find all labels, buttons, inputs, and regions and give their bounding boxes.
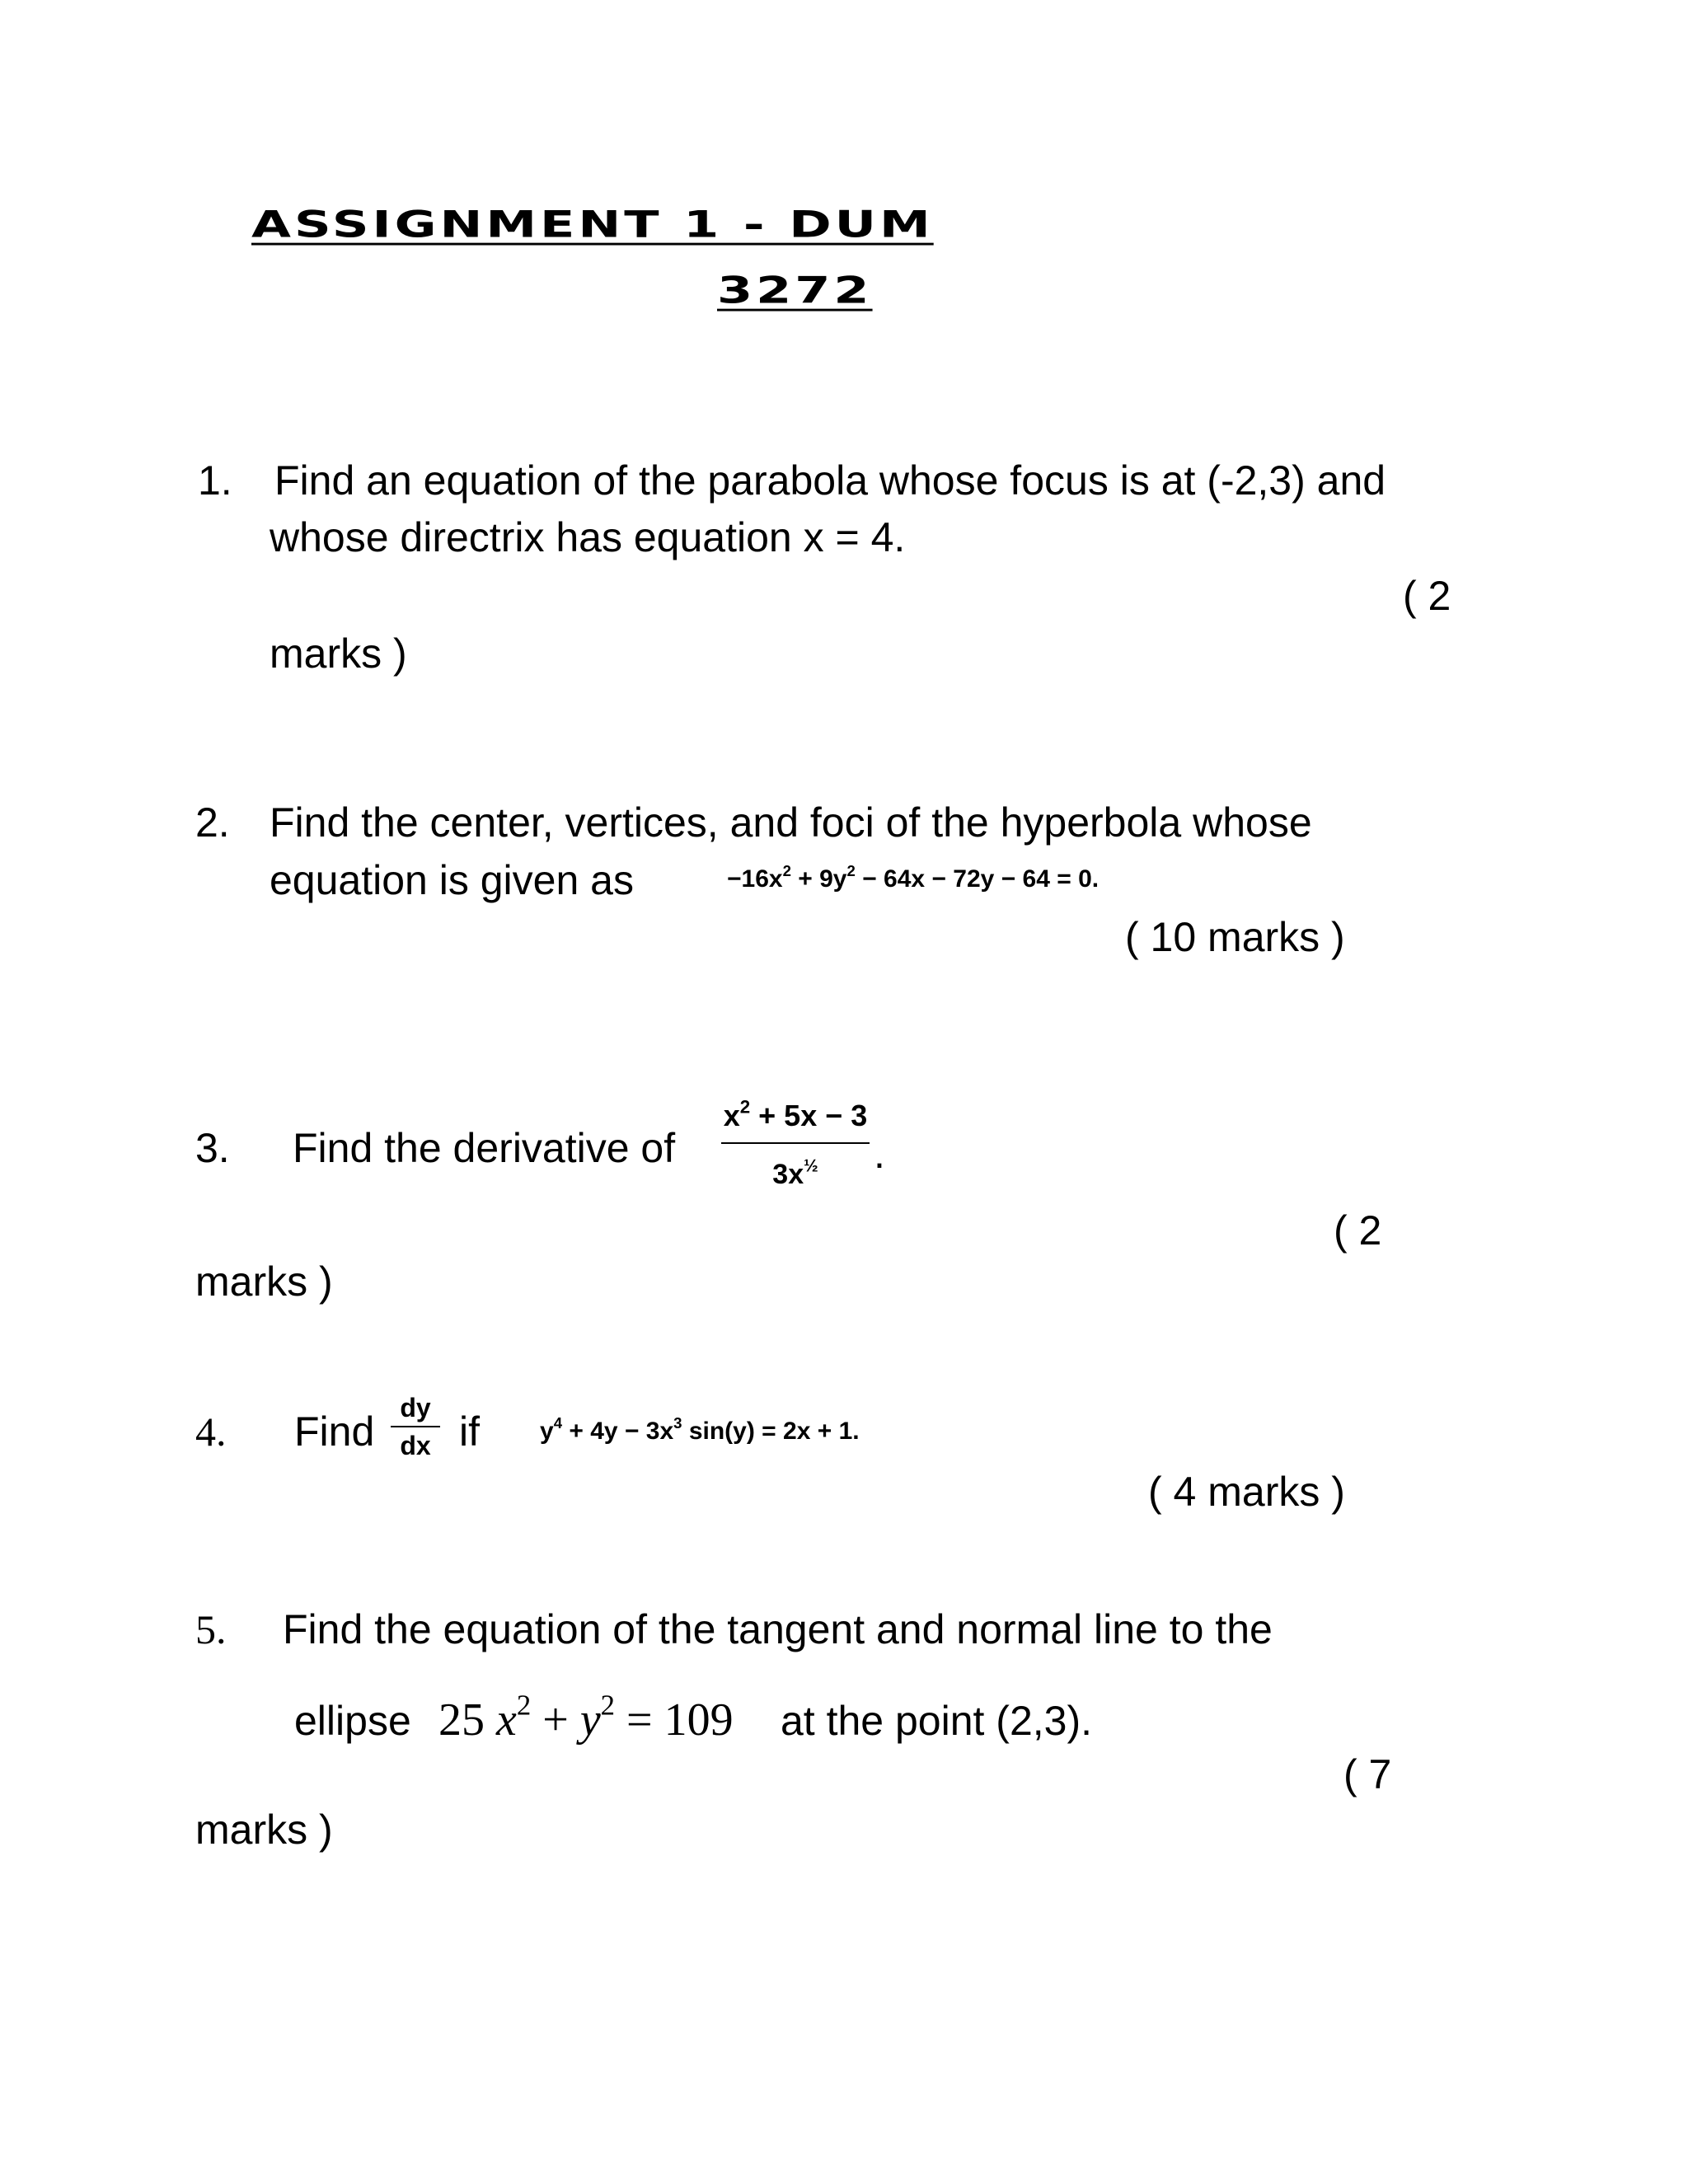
fraction-denominator: $3x^{\frac{1}{2}}$ <box>772 1156 818 1190</box>
marks-label: ( 2 <box>1403 573 1451 619</box>
implicit-equation: $y^4 + 4y - 3x^3$ sin(y) = 2x + 1. <box>540 1413 860 1445</box>
derivative-fraction <box>721 1096 870 1203</box>
marks-label: marks ) <box>195 1258 333 1305</box>
marks-label: ( 2 <box>1334 1207 1382 1254</box>
marks-label: marks ) <box>195 1807 333 1853</box>
question-text: Find the derivative of <box>293 1125 676 1171</box>
page-title-line-1: ASSIGNMENT 1 - DUM <box>251 202 934 246</box>
marks-label: ( 4 marks ) <box>1148 1469 1345 1515</box>
fraction-denominator: dx <box>400 1431 431 1460</box>
question-text: Find the center, vertices, and foci of the hyperbola whose <box>270 799 1312 846</box>
question-text: equation is given as <box>270 857 634 903</box>
question-number: 1. <box>198 457 232 504</box>
ellipse-equation: 25 $x^2 + y^2 = 109$ <box>438 1689 734 1746</box>
marks-label: marks ) <box>270 630 407 677</box>
question-number: 2. <box>195 799 230 846</box>
fraction-numerator: dy <box>400 1393 431 1422</box>
question-text: Find an equation of the parabola whose focus is at (-2,3) and <box>274 457 1386 504</box>
marks-label: ( 10 marks ) <box>1125 914 1345 960</box>
fraction-numerator: $x^2 + 5x - 3$ <box>723 1096 868 1132</box>
hyperbola-equation: $-16x^2 + 9y^2 - 64x - 72y - 64 = 0$. <box>727 861 1100 893</box>
question-number: 4. <box>195 1408 227 1455</box>
question-number: 5. <box>195 1606 227 1652</box>
fraction-bar <box>721 1142 870 1144</box>
question-period: . <box>874 1131 885 1177</box>
question-text: Find <box>294 1408 375 1455</box>
page-title-line-2: 3272 <box>717 268 873 312</box>
fraction-bar <box>391 1426 440 1427</box>
question-number: 3. <box>195 1125 230 1171</box>
question-text: if <box>459 1408 480 1455</box>
question-text: Find the equation of the tangent and normal line to the <box>283 1606 1273 1652</box>
question-text: whose directrix has equation x = 4. <box>270 514 906 560</box>
question-text: at the point (2,3). <box>781 1698 1093 1744</box>
question-text: ellipse <box>294 1698 411 1744</box>
marks-label: ( 7 <box>1343 1751 1392 1797</box>
dy-dx-fraction <box>391 1391 440 1465</box>
